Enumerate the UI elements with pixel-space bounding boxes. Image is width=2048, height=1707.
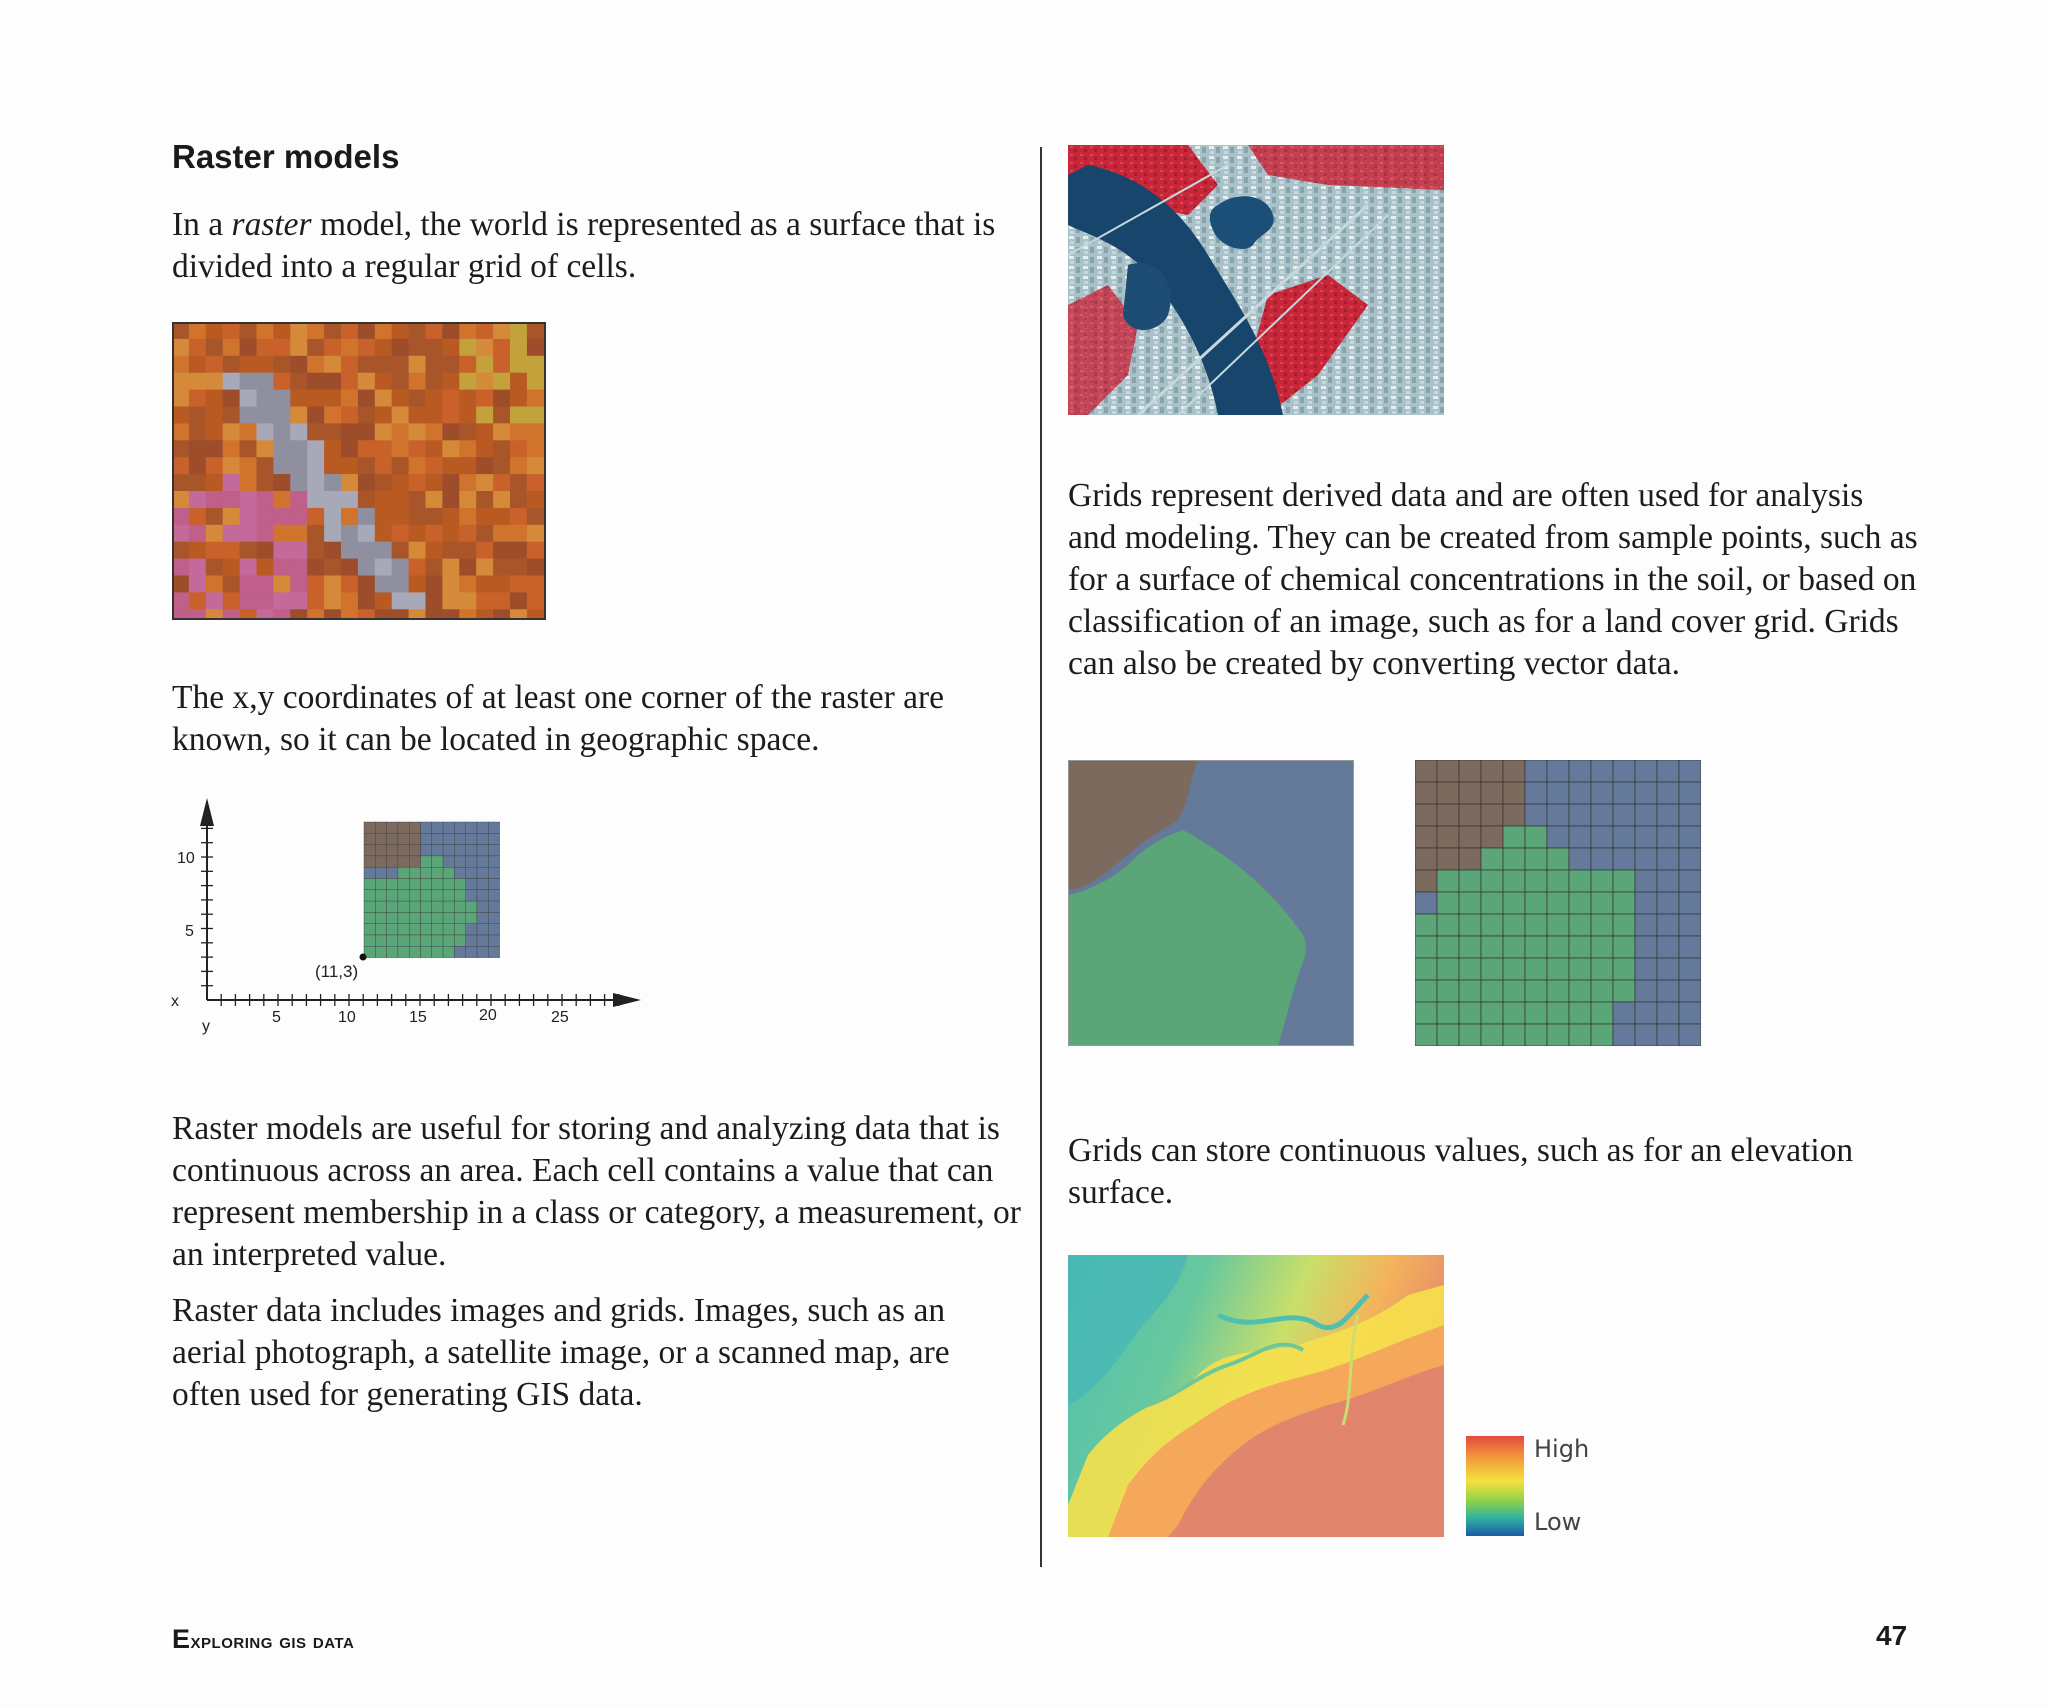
page-number: 47	[1876, 1620, 1908, 1651]
raster-data-paragraph: Raster data includes images and grids. Images, such as an aerial photograph, a satellite image, or a scanned map, are often used for generating GIS data.	[172, 1292, 950, 1413]
coordinates-paragraph: The x,y coordinates of at least one corner of the raster are known, so it can be located in geographic space.	[172, 679, 945, 758]
vector-polygon-map	[1068, 760, 1354, 1046]
x-axis-label: x	[171, 993, 179, 1010]
raster-usefulness-paragraph: Raster models are useful for storing and analyzing data that is continuous across an area. Each cell contains a value that can represent membership in a class or category, a measurement, or an interpreted value.	[172, 1110, 1021, 1273]
elevation-legend-ramp	[1466, 1436, 1524, 1536]
y-tick-5: 5	[185, 923, 194, 940]
legend-low-label: Low	[1534, 1508, 1582, 1536]
pixelated-raster-image	[172, 322, 546, 620]
legend-high-label: High	[1534, 1435, 1590, 1463]
grids-paragraph: Grids represent derived data and are often used for analysis and modeling. They can be created from sample points, such as for a surface of chemical concentrations in the soil, or based on classification of an image, such as for a land cover grid. Grids can also be created by converting vector data.	[1068, 477, 1918, 682]
intro-text-end: model, the world is represented as a surface that is divided into a regular grid of cells.	[172, 206, 996, 285]
x-tick-25: 25	[551, 1009, 569, 1026]
intro-text-start: In a	[172, 206, 232, 243]
raster-intro-paragraph	[172, 204, 1022, 288]
x-tick-5: 5	[272, 1009, 281, 1026]
x-tick-20: 20	[479, 1007, 497, 1024]
x-tick-10: 10	[338, 1009, 356, 1026]
y-tick-10: 10	[177, 850, 195, 867]
corner-coordinate-label: (11,3)	[315, 962, 359, 981]
continuous-values-paragraph: Grids can store continuous values, such as for an elevation surface.	[1068, 1132, 1854, 1211]
column-divider	[1040, 147, 1042, 1567]
satellite-image	[1068, 145, 1444, 415]
section-heading: Raster models	[172, 138, 400, 175]
intro-text-emphasis: raster	[231, 206, 312, 243]
book-title-footer: Exploring gis data	[172, 1624, 355, 1654]
raster-grid-map	[1415, 760, 1701, 1046]
y-axis-label: y	[202, 1018, 210, 1035]
raster-coordinate-diagram	[165, 790, 655, 1050]
elevation-surface-image	[1068, 1255, 1444, 1537]
x-tick-15: 15	[409, 1009, 427, 1026]
